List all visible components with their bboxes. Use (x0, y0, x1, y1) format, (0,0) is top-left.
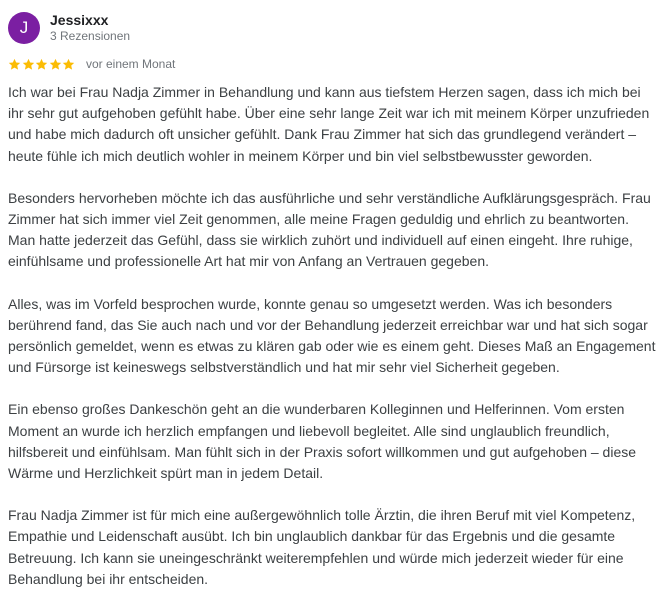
user-avatar-icon[interactable] (8, 12, 40, 44)
review-text (8, 82, 660, 611)
review-paragraph-1: Ich war bei Frau Nadja Zimmer in Behandlung und kann aus tiefstem Herzen sagen, dass ich mich bei ihr sehr gut aufgehoben gefühlt habe. Über eine sehr lange Zeit war ich mit meinem Körper unzufrieden und habe mich dadurch oft unsicher gefühlt. Dank Frau Zimmer hat sich das grundlegend verändert – heute fühle ich mich deutlich wohler in meinem Körper und bin viel selbstbewusster geworden. (8, 84, 650, 164)
avatar-initial: J (19, 18, 29, 37)
rating-row (8, 55, 175, 73)
review-paragraph-4: Ein ebenso großes Dankeschön geht an die wunderbaren Kolleginnen und Helferinnen. Vom ersten Moment an wurde ich herzlich empfangen und liebevoll begleitet. Alle sind unglaublich freundlich, hilfsbereit und einfühlsam. Man fühlt sich in der Praxis sofort willkommen und gut aufgehoben – diese Wärme und Herzlichkeit spürt man in jedem Detail. (8, 401, 637, 482)
star-rating (8, 58, 76, 71)
star-icon (35, 58, 48, 71)
star-icon (22, 58, 35, 71)
star-icon (62, 58, 75, 71)
review-paragraph-3: Alles, was im Vorfeld besprochen wurde, konnte genau so umgesetzt werden. Was ich besonders berührend fand, das Sie auch nach und vor der Behandlung jederzeit erreichbar war und hat sich sogar persönlich gemeldet, wenn es etwas zu klären gab oder wie es einem geht. Dieses Maß an Engagement und Fürsorge ist keineswegs selbstverständlich und hat mir sehr viel Sicherheit gegeben. (8, 295, 656, 376)
reviewer-name[interactable]: Jessixxx (50, 12, 109, 28)
reviewer-review-count: 3 Rezensionen (50, 29, 131, 43)
star-icon (8, 58, 21, 71)
star-icon (49, 58, 62, 71)
review-date: vor einem Monat (85, 57, 176, 71)
author-info (50, 12, 130, 44)
review-paragraph-5: Frau Nadja Zimmer ist für mich eine außergewöhnlich tolle Ärztin, die ihren Beruf mit viel Kompetenz, Empathie und Leidenschaft ausübt. Ich bin unglaublich dankbar für das Ergebnis und die gesamte Betreuung. Ich kann sie uneingeschränkt weiterempfehlen und würde mich jederzeit wieder für eine Behandlung bei ihr entscheiden. (8, 507, 636, 587)
review-paragraph-2: Besonders hervorheben möchte ich das ausführliche und sehr verständliche Aufklärungsgespräch. Frau Zimmer hat sich immer viel Zeit genommen, alle meine Fragen geduldig und ehrlich zu beantworten. Man hatte jederzeit das Gefühl, dass sie wirklich zuhört und individuell auf einen eingeht. Ihre ruhige, einfühlsame und professionelle Art hat mir von Anfang an Vertrauen gegeben. (8, 189, 651, 270)
review-header (8, 10, 130, 46)
